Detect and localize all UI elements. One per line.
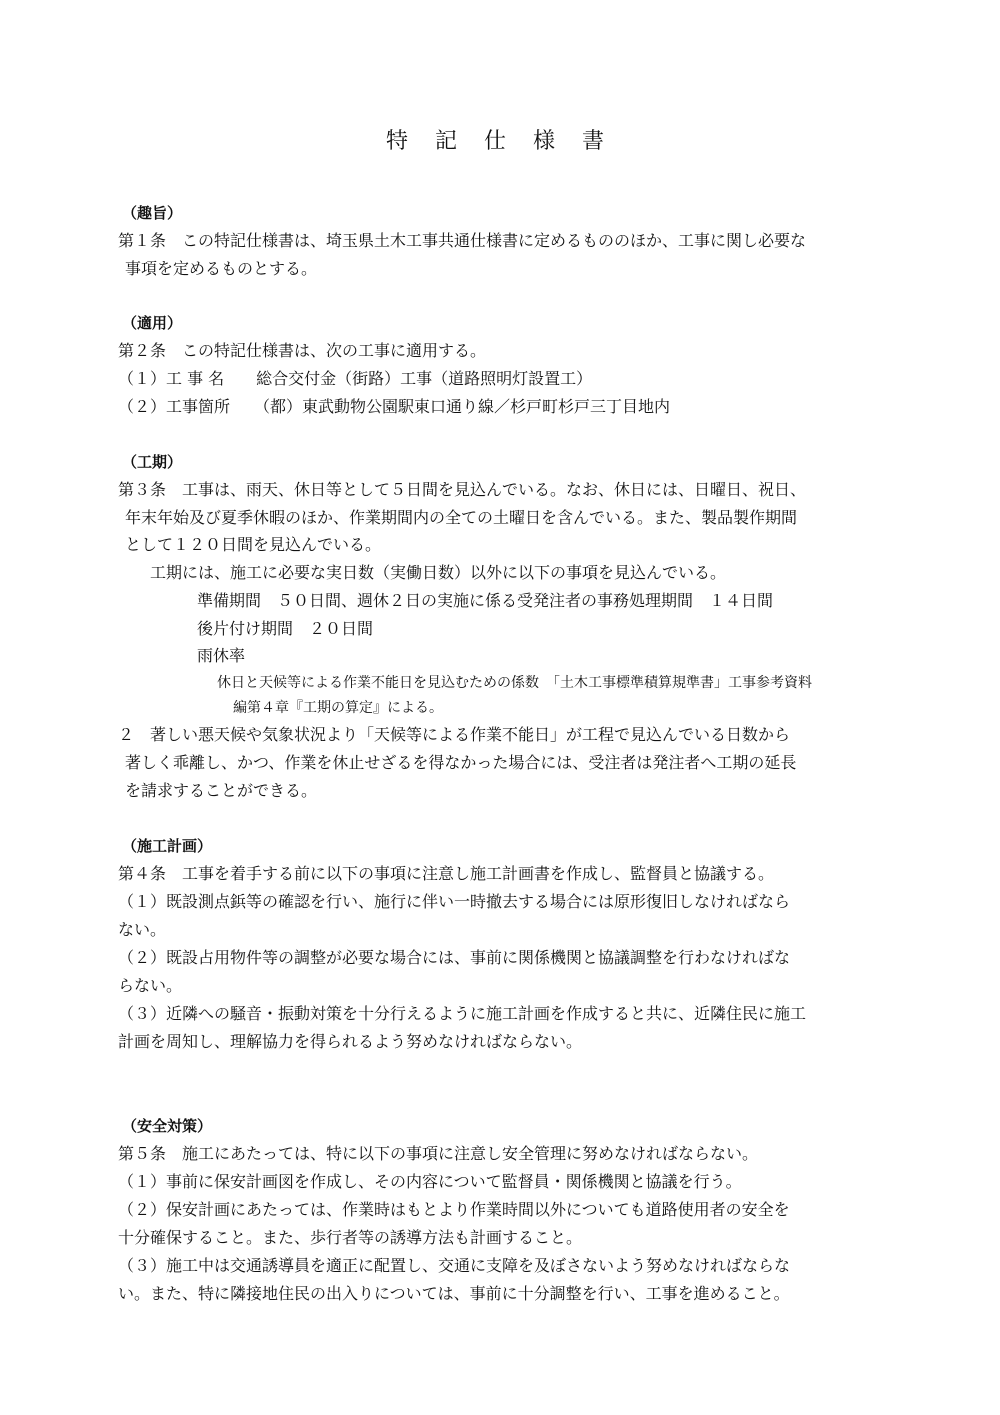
article-2-item-1: （１）工 事 名 総合交付金（街路）工事（道路照明灯設置工） (118, 369, 593, 388)
article-3-line-4: 工期には、施工に必要な実日数（実働日数）以外に以下の事項を見込んでいる。 (150, 563, 727, 582)
article-5-item-3-line-1: （３）施工中は交通誘導員を適正に配置し、交通に支障を及ぼさないよう努めなければならな (118, 1256, 791, 1275)
article-5-item-3-line-2: い。また、特に隣接地住民の出入りについては、事前に十分調整を行い、工事を進めること。 (118, 1284, 790, 1303)
article-4-item-3-line-2: 計画を周知し、理解協力を得られるよう努めなければならない。 (118, 1032, 583, 1051)
article-3-line-3: として１２０日間を見込んでいる。 (125, 535, 382, 554)
article-4-item-2-line-2: らない。 (118, 976, 183, 995)
article-3-rain-rate-desc-1: 休日と天候等による作業不能日を見込むための係数 「土木工事標準積算規準書」工事参考資料 (217, 675, 812, 691)
article-3-cleanup-period: 後片付け期間 ２０日間 (197, 619, 374, 638)
article-1-line-1: 第１条 この特記仕様書は、埼玉県土木工事共通仕様書に定めるもののほか、工事に関し必要な (118, 231, 807, 250)
article-3-rain-rate: 雨休率 (197, 646, 246, 665)
article-3-para-2-line-1: ２ 著しい悪天候や気象状況より「天候等による作業不能日」が工程で見込んでいる日数から (118, 725, 791, 744)
article-3-prep-period: 準備期間 ５０日間、週休２日の実施に係る受発注者の事務処理期間 １４日間 (197, 591, 774, 610)
article-5-item-2-line-2: 十分確保すること。また、歩行者等の誘導方法も計画すること。 (118, 1228, 583, 1247)
article-4-item-1-line-2: ない。 (118, 920, 167, 939)
section-heading-construction-plan: （施工計画） (122, 837, 213, 855)
section-heading-safety: （安全対策） (122, 1117, 213, 1135)
section-heading-purpose: （趣旨） (122, 204, 183, 222)
article-2-item-2: （２）工事箇所 （都）東武動物公園駅東口通り線／杉戸町杉戸三丁目地内 (118, 397, 671, 416)
article-5-item-1: （１）事前に保安計画図を作成し、その内容について監督員・関係機関と協議を行う。 (118, 1172, 742, 1191)
article-3-line-1: 第３条 工事は、雨天、休日等として５日間を見込んでいる。なお、休日には、日曜日、祝日、 (118, 480, 807, 499)
document-title: 特 記 仕 様 書 (386, 129, 614, 154)
article-5-line-1: 第５条 施工にあたっては、特に以下の事項に注意し安全管理に努めなければならない。 (118, 1144, 759, 1163)
article-3-line-2: 年末年始及び夏季休暇のほか、作業期間内の全ての土曜日を含んでいる。また、製品製作期間 (125, 508, 798, 527)
article-3-rain-rate-desc-2: 編第４章『工期の算定』による。 (233, 700, 443, 716)
section-heading-period: （工期） (122, 453, 183, 471)
article-2-line-1: 第２条 この特記仕様書は、次の工事に適用する。 (118, 341, 487, 360)
article-1-line-2: 事項を定めるものとする。 (125, 259, 318, 278)
article-3-para-2-line-2: 著しく乖離し、かつ、作業を休止せざるを得なかった場合には、受注者は発注者へ工期の延長 (125, 753, 797, 772)
article-4-item-2-line-1: （２）既設占用物件等の調整が必要な場合には、事前に関係機関と協議調整を行わなければな (118, 948, 791, 967)
article-4-item-1-line-1: （１）既設測点鋲等の確認を行い、施行に伴い一時撤去する場合には原形復旧しなければなら (118, 892, 791, 911)
article-3-para-2-line-3: を請求することができる。 (125, 781, 318, 800)
article-5-item-2-line-1: （２）保安計画にあたっては、作業時はもとより作業時間以外についても道路使用者の安全を (118, 1200, 790, 1219)
section-heading-application: （適用） (122, 314, 183, 332)
article-4-item-3-line-1: （３）近隣への騒音・振動対策を十分行えるように施工計画を作成すると共に、近隣住民に施工 (118, 1004, 807, 1023)
article-4-line-1: 第４条 工事を着手する前に以下の事項に注意し施工計画書を作成し、監督員と協議する。 (118, 864, 775, 883)
